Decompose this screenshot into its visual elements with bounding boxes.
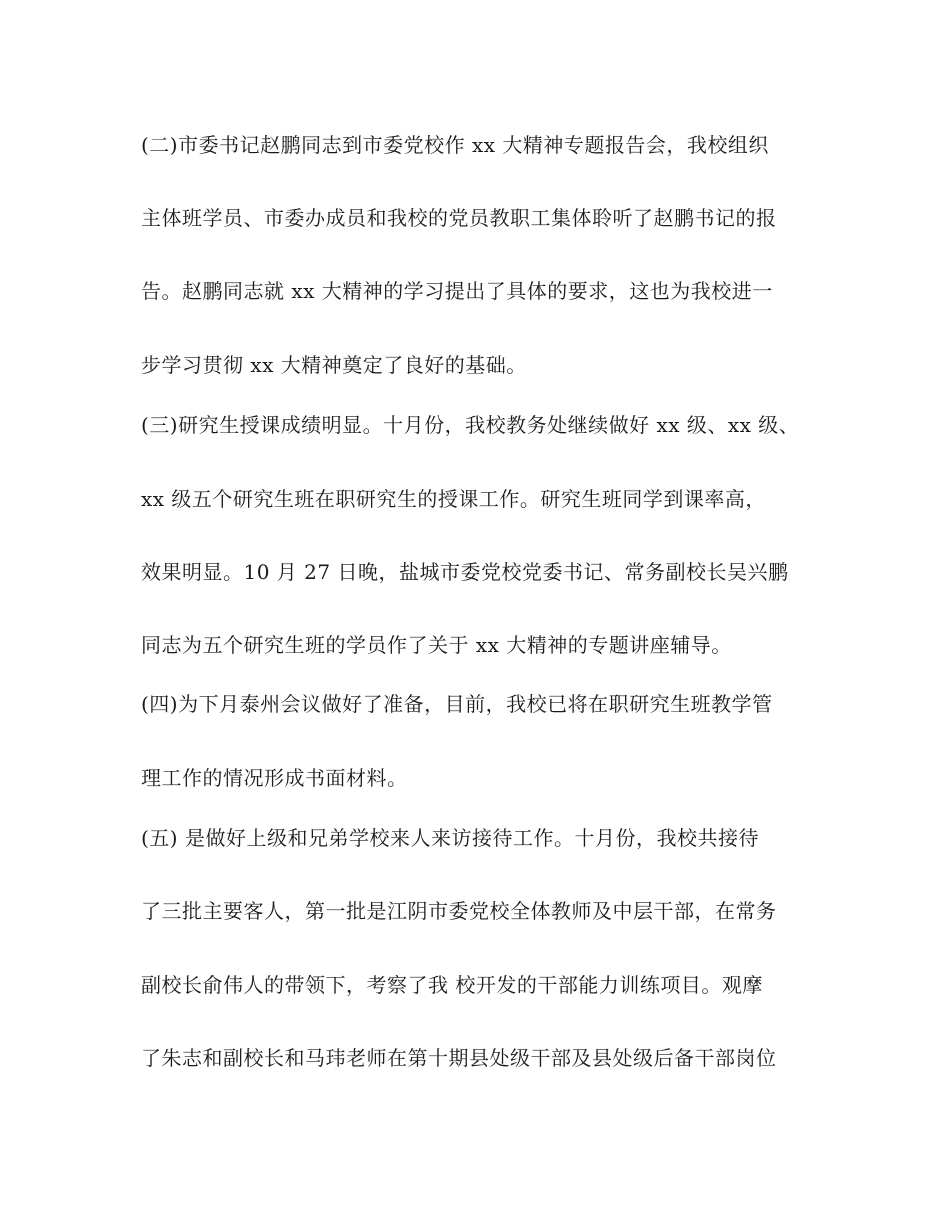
paragraph-5-line-2: 了三批主要客人，第一批是江阴市委党校全体教师及中层干部，在常务	[141, 899, 777, 923]
paragraph-2-line-3: 告。赵鹏同志就 xx 大精神的学习提出了具体的要求，这也为我校进一	[141, 279, 773, 303]
paragraph-5-line-4: 了朱志和副校长和马玮老师在第十期县处级干部及县处级后备干部岗位	[141, 1046, 777, 1070]
paragraph-2-line-4: 步学习贯彻 xx 大精神奠定了良好的基础。	[141, 353, 527, 377]
paragraph-4-line-1: (四)为下月泰州会议做好了准备，目前，我校已将在职研究生班教学管	[141, 692, 773, 716]
paragraph-3-line-4: 同志为五个研究生班的学员作了关于 xx 大精神的专题讲座辅导。	[141, 633, 732, 657]
paragraph-4-line-2: 理工作的情况形成书面材料。	[141, 766, 408, 790]
paragraph-3-line-2: xx 级五个研究生班在职研究生的授课工作。研究生班同学到课率高，	[141, 487, 766, 511]
paragraph-2-line-1: (二)市委书记赵鹏同志到市委党校作 xx 大精神专题报告会，我校组织	[141, 133, 769, 157]
paragraph-5-line-3: 副校长俞伟人的带领下，考察了我 校开发的干部能力训练项目。观摩	[141, 973, 763, 997]
paragraph-3-line-3: 效果明显。10 月 27 日晚，盐城市委党校党委书记、常务副校长吴兴鹏	[141, 560, 789, 584]
paragraph-3-line-1: (三)研究生授课成绩明显。十月份，我校教务处继续做好 xx 级、xx 级、	[141, 413, 800, 437]
paragraph-2-line-2: 主体班学员、市委办成员和我校的党员教职工集体聆听了赵鹏书记的报	[141, 206, 777, 230]
paragraph-5-line-1: (五) 是做好上级和兄弟学校来人来访接待工作。十月份，我校共接待	[141, 826, 759, 850]
